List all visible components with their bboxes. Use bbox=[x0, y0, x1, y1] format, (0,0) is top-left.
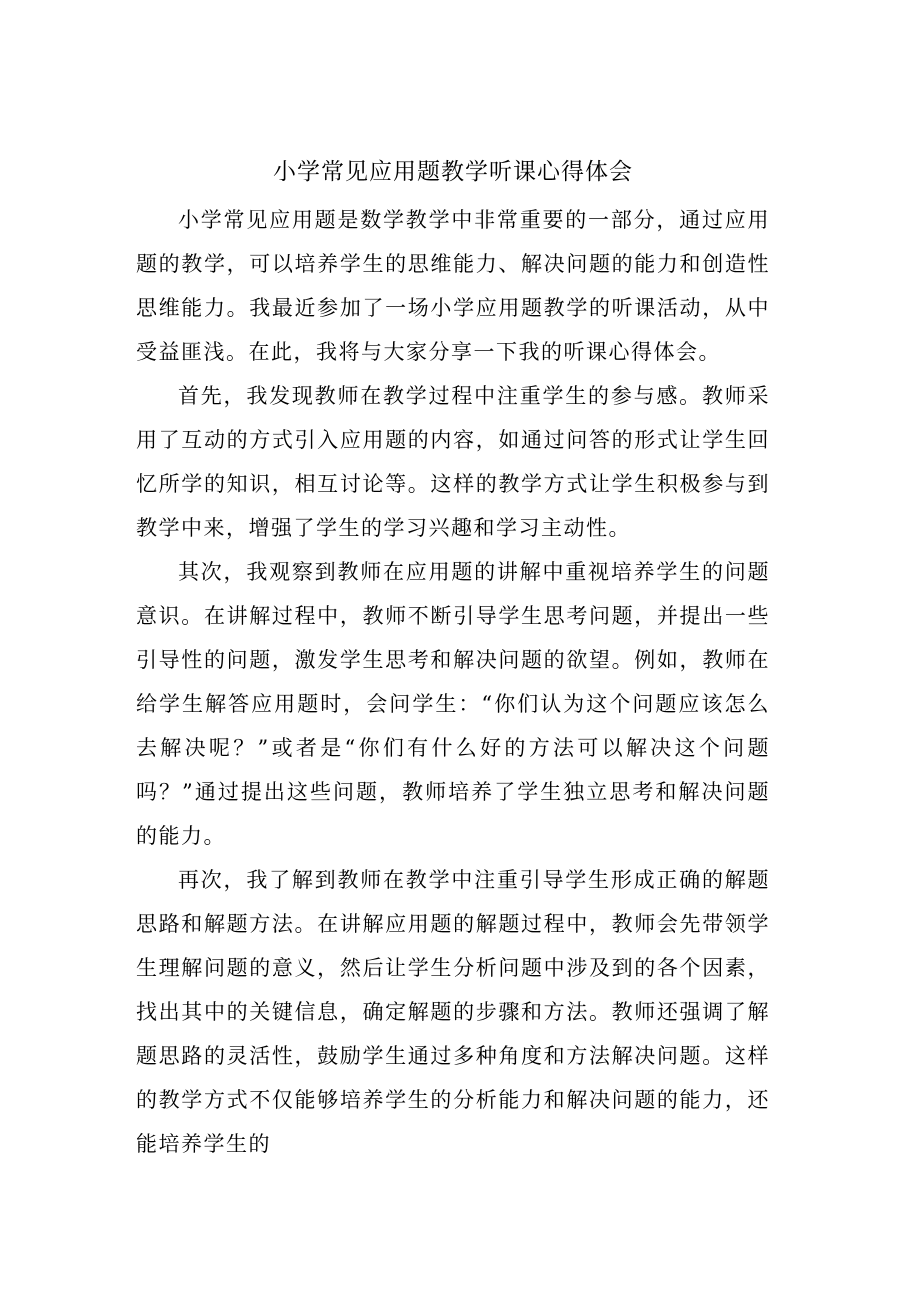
paragraph-intro: 小学常见应用题是数学教学中非常重要的一部分，通过应用题的教学，可以培养学生的思维能力、解决问题的能力和创造性思维能力。我最近参加了一场小学应用题教学的听课活动，从中受益匪浅。在此，我将与大家分享一下我的听课心得体会。 bbox=[136, 208, 770, 364]
document-title: 小学常见应用题教学听课心得体会 bbox=[273, 159, 633, 185]
paragraph-first-point: 首先，我发现教师在教学过程中注重学生的参与感。教师采用了互动的方式引入应用题的内容，如通过问答的形式让学生回忆所学的知识，相互讨论等。这样的教学方式让学生积极参与到教学中来，增强了学生的学习兴趣和学习主动性。 bbox=[136, 384, 770, 540]
paragraph-third-point: 再次，我了解到教师在教学中注重引导学生形成正确的解题思路和解题方法。在讲解应用题的解题过程中，教师会先带领学生理解问题的意义，然后让学生分析问题中涉及到的各个因素，找出其中的关键信息，确定解题的步骤和方法。教师还强调了解题思路的灵活性，鼓励学生通过多种角度和方法解决问题。这样的教学方式不仅能够培养学生的分析能力和解决问题的能力，还能培养学生的 bbox=[136, 868, 770, 1156]
paragraph-second-point: 其次，我观察到教师在应用题的讲解中重视培养学生的问题意识。在讲解过程中，教师不断引导学生思考问题，并提出一些引导性的问题，激发学生思考和解决问题的欲望。例如，教师在给学生解答应用题时，会问学生：“你们认为这个问题应该怎么去解决呢？”或者是“你们有什么好的方法可以解决这个问题吗？”通过提出这些问题，教师培养了学生独立思考和解决问题的能力。 bbox=[136, 560, 770, 848]
document-body bbox=[136, 150, 770, 1166]
